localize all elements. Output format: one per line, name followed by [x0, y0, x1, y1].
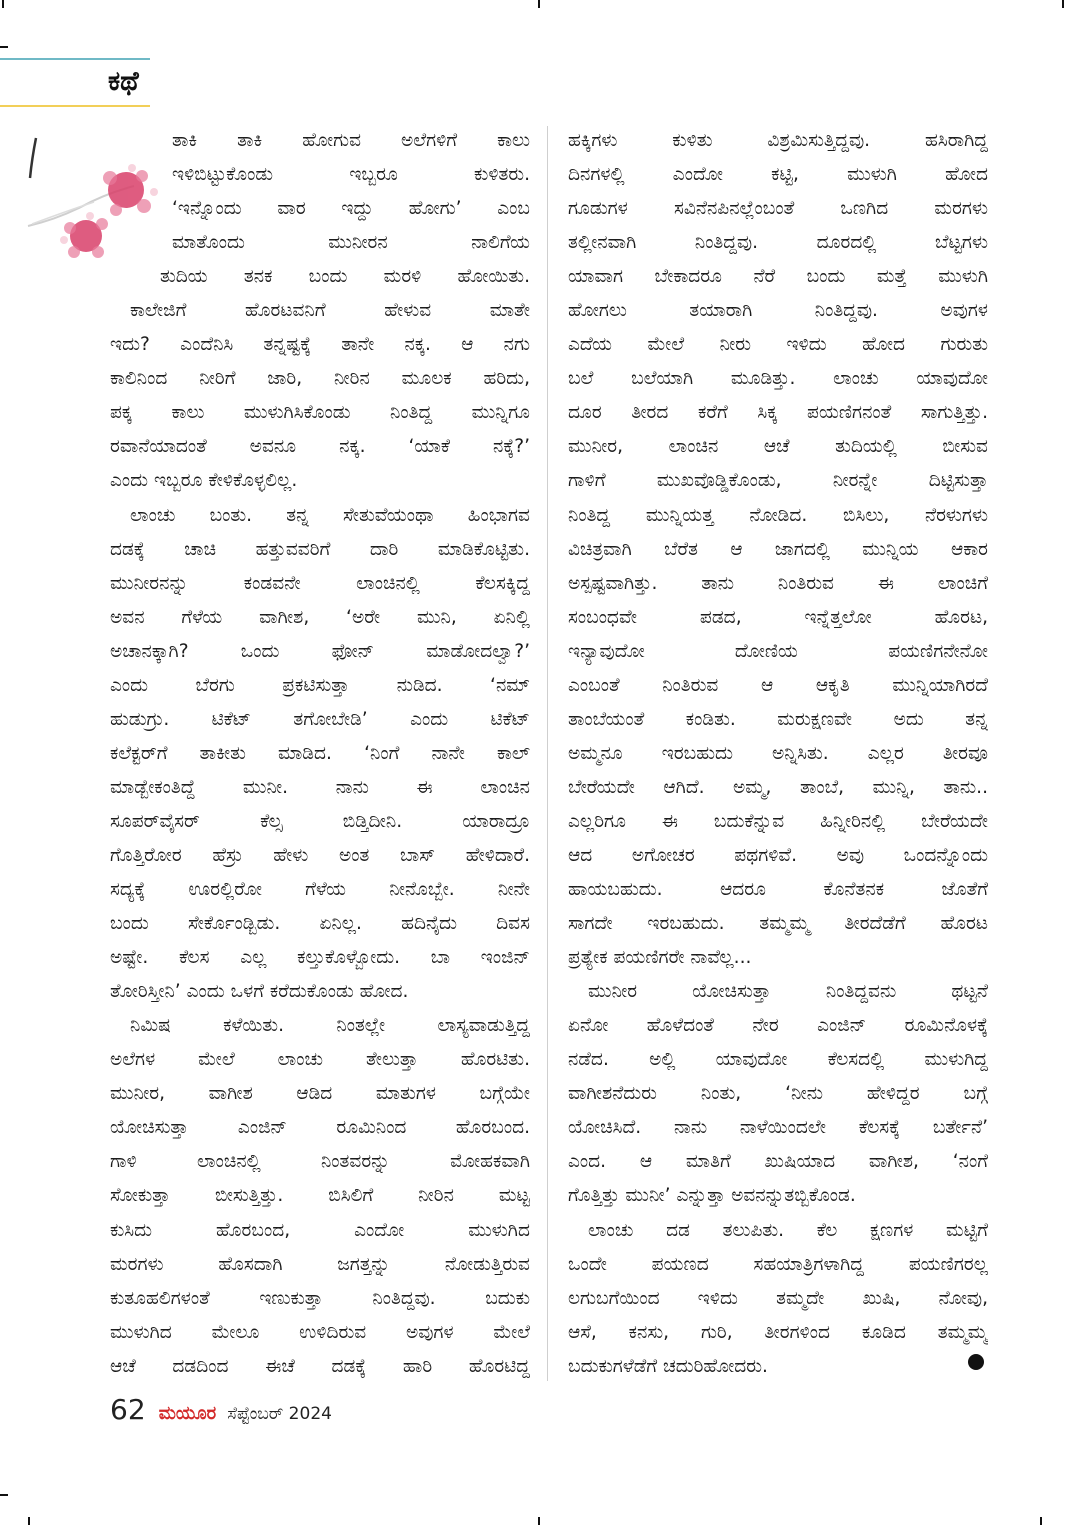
crop-mark: [1062, 0, 1064, 8]
crop-mark: [2, 0, 4, 8]
text-line: ತೋರಿಸ್ತೀನಿ’ ಎಂದು ಒಳಗೆ ಕರೆದುಕೊಂಡು ಹೋದ.: [110, 981, 409, 1003]
section-title: ಕಥೆ: [108, 66, 139, 97]
text-line: ಗೂಡುಗಳ ಸವಿನೆನಪಿನಲ್ಲೆಂಬಂತೆ ಒಣಗಿದ ಮರಗಳು: [568, 198, 988, 220]
text-line: ಬಂದು ಸೇರ್ಕೊಂಡ್ಬಿಡು. ಏನಿಲ್ಲ. ಹದಿನೈದು ದಿವಸ: [110, 913, 530, 935]
article-column-left: [110, 124, 530, 1384]
text-line: ಪಕ್ಕ ಕಾಲು ಮುಳುಗಿಸಿಕೊಂಡು ನಿಂತಿದ್ದ ಮುನ್ನಿಗೂ: [110, 402, 530, 424]
crop-mark: [28, 1517, 30, 1525]
text-line: ಹಕ್ಕಿಗಳು ಕುಳಿತು ವಿಶ್ರಮಿಸುತ್ತಿದ್ದವು. ಹಸಿರಾಗಿದ್ದ: [568, 130, 988, 151]
header-rule-bottom: [0, 105, 150, 107]
text-line: ನಿಂತಿದ್ದ ಮುನ್ನಿಯತ್ತ ನೋಡಿದ. ಬಿಸಿಲು, ನೆರಳುಗಳು: [568, 504, 988, 526]
text-line: ಲಾಂಚು ದಡ ತಲುಪಿತು. ಕೆಲ ಕ್ಷಣಗಳ ಮಟ್ಟಿಗೆ: [588, 1219, 988, 1241]
text-line: ನಡೆದ. ಅಲ್ಲಿ ಯಾವುದೋ ಕೆಲಸದಲ್ಲಿ ಮುಳುಗಿದ್ದ: [568, 1049, 988, 1071]
text-line: ಬದುಕುಗಳೆಡೆಗೆ ಚದುರಿಹೋದರು.: [568, 1355, 768, 1377]
text-line: ಗೊತ್ತಿತ್ತು ಮುನೀ’ ಎನ್ನುತ್ತಾ ಅವನನ್ನುತಬ್ಬಿಕೊಂಡ.: [568, 1185, 856, 1207]
text-line: ಒಂದೇ ಪಯಣದ ಸಹಯಾತ್ರಿಗಳಾಗಿದ್ದ ಪಯಣಿಗರಲ್ಲ: [568, 1253, 988, 1275]
text-line: ಇದು? ಎಂದೆನಿಸಿ ತನ್ನಷ್ಟಕ್ಕೆ ತಾನೇ ನಕ್ಕ. ಆ ನಗು: [110, 334, 530, 356]
text-line: ಆಸೆ, ಕನಸು, ಗುರಿ, ತೀರಗಳಿಂದ ಕೂಡಿದ ತಮ್ಮಮ್ಮ: [568, 1321, 988, 1343]
text-line: ಪ್ರತ್ಯೇಕ ಪಯಣಿಗರೇ ನಾವೆಲ್ಲ...: [568, 947, 752, 969]
text-line: ಇಳಿಬಿಟ್ಟುಕೊಂಡು ಇಬ್ಬರೂ ಕುಳಿತರು.: [172, 164, 530, 186]
text-line: ತಾಕಿ ತಾಕಿ ಹೋಗುವ ಅಲೆಗಳಿಗೆ ಕಾಲು: [172, 130, 530, 151]
text-line: ಬಲೆ ಬಲೆಯಾಗಿ ಮೂಡಿತ್ತು. ಲಾಂಚು ಯಾವುದೋ: [568, 368, 988, 390]
text-line: ಕಾಲಿನಿಂದ ನೀರಿಗೆ ಜಾರಿ, ನೀರಿನ ಮೂಲಕ ಹರಿದು,: [110, 368, 530, 390]
text-line: ದೂರ ತೀರದ ಕರೆಗೆ ಸಿಕ್ಕ ಪಯಣಿಗನಂತೆ ಸಾಗುತ್ತಿತ್ತು.: [568, 402, 988, 424]
text-line: ಮರಗಳು ಹೊಸದಾಗಿ ಜಗತ್ತನ್ನು ನೋಡುತ್ತಿರುವ: [110, 1253, 530, 1275]
text-line: ಏನೋ ಹೊಳೆದಂತೆ ನೇರ ಎಂಜಿನ್ ರೂಮಿನೊಳಕ್ಕೆ: [568, 1015, 988, 1037]
text-line: ಆಚೆ ದಡದಿಂದ ಈಚೆ ದಡಕ್ಕೆ ಹಾರಿ ಹೊರಟಿದ್ದ: [110, 1355, 530, 1377]
text-line: ಲಾಂಚು ಬಂತು. ತನ್ನ ಸೇತುವೆಯಂಥಾ ಹಿಂಭಾಗವ: [130, 504, 530, 526]
text-line: ವಾಗೀಶನೆದುರು ನಿಂತು, ‘ನೀನು ಹೇಳಿದ್ದರ ಬಗ್ಗೆ: [568, 1083, 988, 1105]
text-line: ಎಂದು ಇಬ್ಬರೂ ಕೇಳಿಕೊಳ್ಳಲಿಲ್ಲ.: [110, 470, 298, 492]
crop-mark: [1040, 1517, 1042, 1525]
story-end-bullet: [968, 1354, 984, 1370]
text-line: ಹಾಯಬಹುದು. ಆದರೂ ಕೊನೆತನಕ ಜೊತೆಗೆ: [568, 879, 988, 901]
text-line: ತಲ್ಲೀನವಾಗಿ ನಿಂತಿದ್ದವು. ದೂರದಲ್ಲಿ ಬೆಟ್ಟಗಳು: [568, 232, 988, 254]
text-line: ರವಾನೆಯಾದಂತೆ ಅವನೂ ನಕ್ಕ. ‘ಯಾಕೆ ನಕ್ಕೆ?’: [110, 436, 530, 458]
text-line: ಆದ ಅಗೋಚರ ಪಥಗಳಿವೆ. ಅವು ಒಂದನ್ನೊಂದು: [568, 844, 988, 866]
crop-mark: [538, 1517, 540, 1525]
page-footer: [110, 1393, 332, 1426]
text-line: ಕಾಲೇಜಿಗೆ ಹೊರಟವನಿಗೆ ಹೇಳುವ ಮಾತೇ: [130, 300, 530, 322]
text-line: ತುದಿಯ ತನಕ ಬಂದು ಮರಳಿ ಹೋಯಿತು.: [160, 266, 530, 288]
text-line: ಬೇರೆಯದೇ ಆಗಿದೆ. ಅಮ್ಮ, ತಾಂಬೆ, ಮುನ್ನಿ, ತಾನು..: [568, 776, 988, 798]
article-column-right: [568, 124, 988, 1384]
text-line: ಸಂಬಂಧವೇ ಪಡದ, ಇನ್ನೆತ್ತಲೋ ಹೊರಟ,: [568, 606, 988, 628]
text-line: ಗೊತ್ತಿರೋರ ಹೆಸ್ರು ಹೇಳು ಅಂತ ಬಾಸ್ ಹೇಳಿದಾರೆ.: [110, 844, 530, 866]
text-line: ಕುತೂಹಲಿಗಳಂತೆ ಇಣುಕುತ್ತಾ ನಿಂತಿದ್ದವು. ಬದುಕು: [110, 1287, 530, 1309]
text-line: ಮುನೀರ ಯೋಚಿಸುತ್ತಾ ನಿಂತಿದ್ದವನು ಥಟ್ಟನೆ: [588, 981, 988, 1003]
text-line: ಯೋಚಿಸುತ್ತಾ ಎಂಜಿನ್ ರೂಮಿನಿಂದ ಹೊರಬಂದ.: [110, 1117, 530, 1139]
text-line: ಮುಳುಗಿದ ಮೇಲೂ ಉಳಿದಿರುವ ಅವುಗಳ ಮೇಲೆ: [110, 1321, 530, 1343]
text-line: ಹೋಗಲು ತಯಾರಾಗಿ ನಿಂತಿದ್ದವು. ಅವುಗಳ: [568, 300, 988, 322]
section-header: [0, 58, 150, 110]
text-line: ಸಾಗದೇ ಇರಬಹುದು. ತಮ್ಮಮ್ಮ ತೀರದೆಡೆಗೆ ಹೊರಟ: [568, 913, 988, 935]
text-line: ದಡಕ್ಕೆ ಚಾಚಿ ಹತ್ತುವವರಿಗೆ ದಾರಿ ಮಾಡಿಕೊಟ್ಟಿತು.: [110, 538, 530, 560]
text-line: ದಿನಗಳಲ್ಲಿ ಎಂದೋ ಕಟ್ಟಿ, ಮುಳುಗಿ ಹೋದ: [568, 164, 988, 186]
header-rule-top: [0, 58, 150, 60]
magazine-name: ಮಯೂರ: [158, 1403, 217, 1424]
text-line: ಅಷ್ಟೇ. ಕೆಲಸ ಎಲ್ಲ ಕಲ್ತುಕೊಳ್ಬೋದು. ಬಾ ಇಂಜಿನ್: [110, 947, 530, 969]
text-line: ಲಗುಬಗೆಯಿಂದ ಇಳಿದು ತಮ್ಮದೇ ಖುಷಿ, ನೋವು,: [568, 1287, 988, 1309]
crop-mark: [0, 46, 8, 48]
column-divider: [547, 126, 548, 1381]
text-line: ಅಚಾನಕ್ಕಾಗಿ? ಒಂದು ಫೋನ್ ಮಾಡೋದಲ್ವಾ?’: [110, 640, 530, 662]
text-line: ಗಾಳಿಗೆ ಮುಖವೊಡ್ಡಿಕೊಂಡು, ನೀರನ್ನೇ ದಿಟ್ಟಿಸುತ್ತಾ: [568, 470, 988, 492]
text-line: ನಿಮಿಷ ಕಳೆಯಿತು. ನಿಂತಲ್ಲೇ ಲಾಸ್ಯವಾಡುತ್ತಿದ್ದ: [130, 1015, 530, 1037]
text-line: ಇನ್ಯಾವುದೋ ದೋಣಿಯ ಪಯಣಿಗನೇನೋ: [568, 640, 988, 662]
text-line: ಮುನೀರ, ವಾಗೀಶ ಆಡಿದ ಮಾತುಗಳ ಬಗ್ಗೆಯೇ: [110, 1083, 530, 1105]
text-line: ಗಾಳಿ ಲಾಂಚಿನಲ್ಲಿ ನಿಂತವರನ್ನು ಮೋಹಕವಾಗಿ: [110, 1151, 530, 1173]
text-line: ಅಮ್ಮನೂ ಇರಬಹುದು ಅನ್ನಿಸಿತು. ಎಲ್ಲರ ತೀರವೂ: [568, 742, 988, 764]
text-line: ಎಂದ. ಆ ಮಾತಿಗೆ ಖುಷಿಯಾದ ವಾಗೀಶ, ‘ನಂಗೆ: [568, 1151, 988, 1173]
text-line: ತಾಂಬೆಯಂತೆ ಕಂಡಿತು. ಮರುಕ್ಷಣವೇ ಅದು ತನ್ನ: [568, 708, 988, 730]
text-line: ಕುಸಿದು ಹೊರಬಂದ, ಎಂದೋ ಮುಳುಗಿದ: [110, 1219, 530, 1241]
text-line: ಅವನ ಗೆಳೆಯ ವಾಗೀಶ, ‘ಅರೇ ಮುನಿ, ಏನಿಲ್ಲಿ: [110, 606, 530, 628]
issue-date: ಸೆಪ್ಟೆಂಬರ್ 2024: [227, 1404, 332, 1424]
text-line: ಕಲೆಕ್ಟರ್‌ಗೆ ತಾಕೀತು ಮಾಡಿದ. ‘ನಿಂಗೆ ನಾನೇ ಕಾಲ್: [110, 742, 530, 764]
text-line: ಎಲ್ಲರಿಗೂ ಈ ಬದುಕೆನ್ನುವ ಹಿನ್ನೀರಿನಲ್ಲಿ ಬೇರೆಯದೇ: [568, 810, 988, 832]
text-line: ಸೂಪರ್‌ವೈಸರ್ ಕೆಲ್ಸ ಬಿಡ್ತಿದೀನಿ. ಯಾರಾದ್ರೂ: [110, 810, 530, 832]
crop-mark: [0, 1494, 8, 1496]
text-line: ಮುನೀರನನ್ನು ಕಂಡವನೇ ಲಾಂಚಿನಲ್ಲಿ ಕೆಲಸಕ್ಕಿದ್ದ: [110, 572, 530, 594]
text-line: ಮುನೀರ, ಲಾಂಚಿನ ಆಚೆ ತುದಿಯಲ್ಲಿ ಬೀಸುವ: [568, 436, 988, 458]
text-line: ಮಾತೊಂದು ಮುನೀರನ ನಾಲಿಗೆಯ: [172, 232, 530, 254]
text-line: ಎಂದು ಬೆರಗು ಪ್ರಕಟಿಸುತ್ತಾ ನುಡಿದ. ‘ನಮ್: [110, 674, 530, 696]
text-line: ‘ಇನ್ನೊಂದು ವಾರ ಇದ್ದು ಹೋಗು’ ಎಂಬ: [172, 198, 530, 220]
text-line: ವಿಚಿತ್ರವಾಗಿ ಬೆರೆತ ಆ ಜಾಗದಲ್ಲಿ ಮುನ್ನಿಯ ಆಕಾರ: [568, 538, 988, 560]
text-line: ಹುಡುಗ್ರು. ಟಿಕೆಟ್ ತಗೋಬೇಡಿ’ ಎಂದು ಟಿಕೆಟ್: [110, 708, 530, 730]
text-line: ಅಲೆಗಳ ಮೇಲೆ ಲಾಂಚು ತೇಲುತ್ತಾ ಹೊರಟಿತು.: [110, 1049, 530, 1071]
text-line: ಯಾವಾಗ ಬೇಕಾದರೂ ನೆರೆ ಬಂದು ಮತ್ತೆ ಮುಳುಗಿ: [568, 266, 988, 288]
crop-mark: [538, 0, 540, 8]
text-line: ಸದ್ಯಕ್ಕೆ ಊರಲ್ಲಿರೋ ಗೆಳೆಯ ನೀನೊಬ್ಬೇ. ನೀನೇ: [110, 879, 530, 901]
text-line: ಸೋಕುತ್ತಾ ಬೀಸುತ್ತಿತ್ತು. ಬಿಸಿಲಿಗೆ ನೀರಿನ ಮಟ್ಟ: [110, 1185, 530, 1207]
text-line: ಎಂಬಂತೆ ನಿಂತಿರುವ ಆ ಆಕೃತಿ ಮುನ್ನಿಯಾಗಿರದೆ: [568, 674, 988, 696]
text-line: ಎದೆಯ ಮೇಲೆ ನೀರು ಇಳಿದು ಹೋದ ಗುರುತು: [568, 334, 988, 356]
text-line: ಮಾಡ್ಬೇಕಂತಿದ್ದೆ ಮುನೀ. ನಾನು ಈ ಲಾಂಚಿನ: [110, 776, 530, 798]
page-number: 62: [110, 1393, 146, 1426]
text-line: ಯೋಚಿಸಿದೆ. ನಾನು ನಾಳೆಯಿಂದಲೇ ಕೆಲಸಕ್ಕೆ ಬರ್ತೇನೆ’: [568, 1117, 988, 1139]
text-line: ಅಸ್ಪಷ್ಟವಾಗಿತ್ತು. ತಾನು ನಿಂತಿರುವ ಈ ಲಾಂಚಿಗೆ: [568, 572, 988, 594]
